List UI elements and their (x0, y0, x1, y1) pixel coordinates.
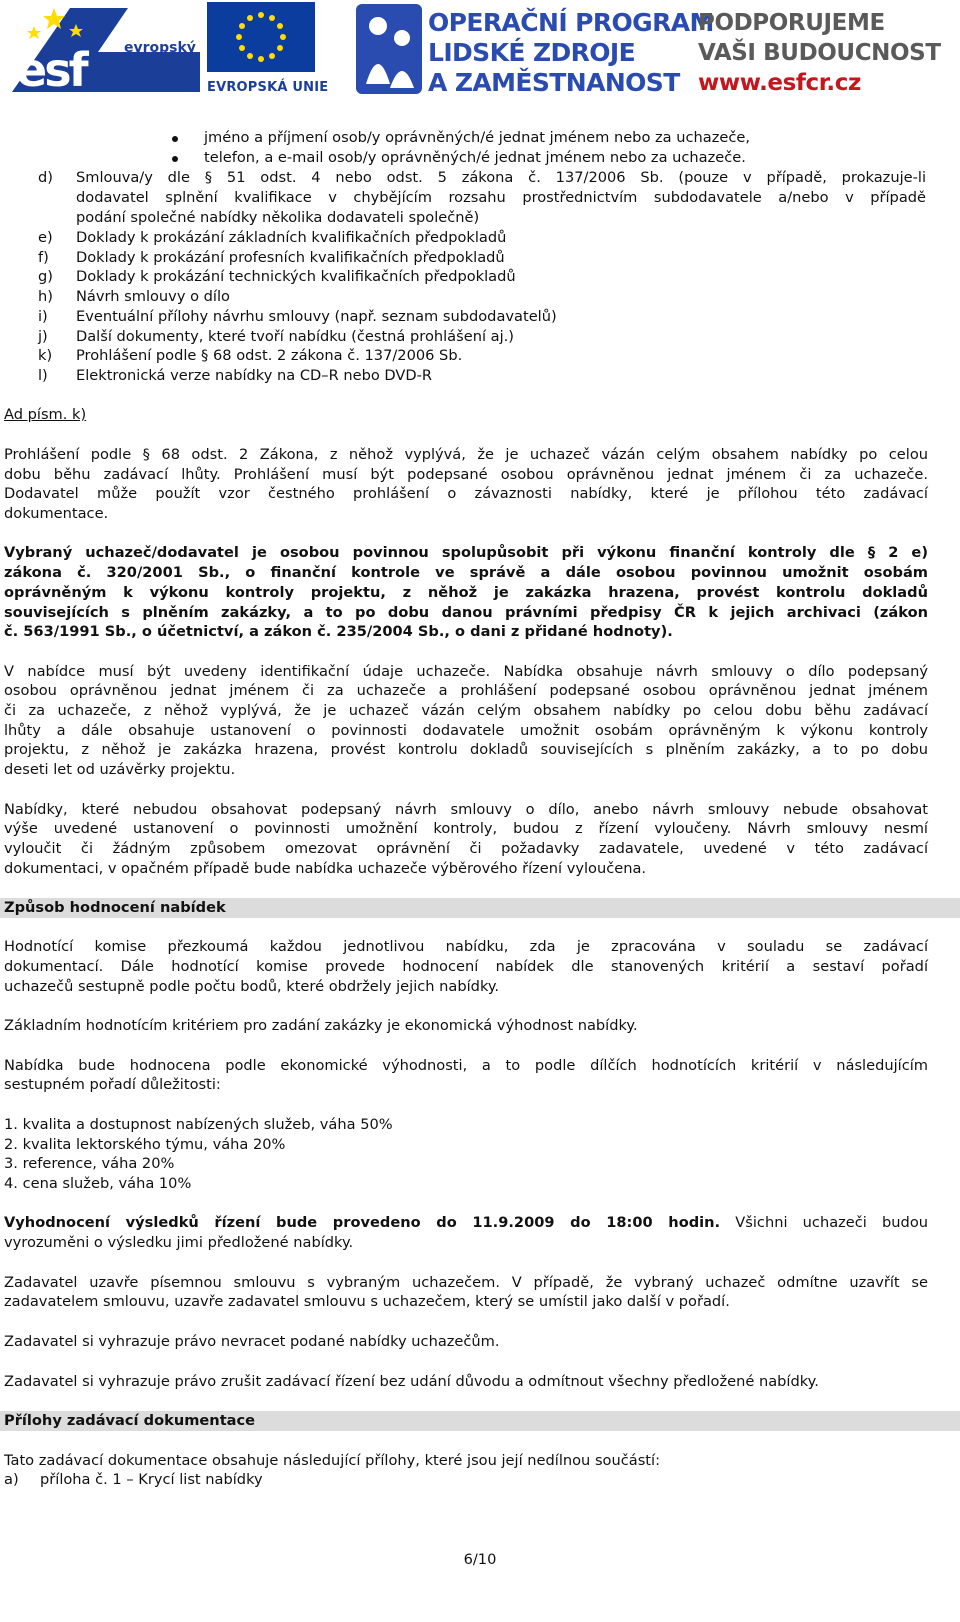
para10: Zadavatel si vyhrazuje právo nevracet podané nabídky uchazečům. (4, 1333, 500, 1350)
para8-line-2: vyrozuměni o výsledku jimi předložené nabídky. (4, 1234, 354, 1251)
op-line-3: A ZAMĚSTNANOST (428, 68, 680, 97)
section-heading-attachments: Přílohy zadávací dokumentace (0, 1411, 960, 1431)
section-heading-evaluation: Způsob hodnocení nabídek (0, 898, 960, 918)
list-label-i: i) (38, 308, 48, 325)
op-line-1: OPERAČNÍ PROGRAM (428, 8, 714, 37)
list-label-d: d) (38, 169, 53, 186)
list-item-l: Elektronická verze nabídky na CD–R nebo DVD-R (76, 367, 433, 384)
para4-line-4: dokumentaci, v opačném případě bude nabídka uchazeče výběrového řízení vyloučena. (4, 860, 647, 877)
para3-line-5: projektu, z něhož je zakázka hrazena, provést kontrolu dokladů souvisejících s plněním zakázky, a to po dobu (4, 741, 928, 758)
list-label-j: j) (38, 328, 48, 345)
list-label-l: l) (38, 367, 48, 384)
para3-line-2: osobou oprávněnou jednat jménem či za uchazeče a prohlášení podepsané osobou oprávněnou jednat jménem (4, 682, 928, 699)
para2-line-5: č. 563/1991 Sb., o účetnictví, a zákon č. 235/2004 Sb., o dani z přidané hodnoty). (4, 623, 673, 640)
op-line-2: LIDSKÉ ZDROJE (428, 38, 636, 67)
para3-line-3: či za uchazeče, z něhož vyplývá, že je uchazeč vázán celým obsahem nabídky po celou dobu běhu zadávací (4, 702, 928, 719)
esf-line-3: fond v ČR (124, 72, 192, 88)
page-number: 6/10 (463, 1551, 497, 1568)
para6: Základním hodnotícím kritériem pro zadání zakázky je ekonomická výhodnost nabídky. (4, 1017, 638, 1034)
para9-line-2: zadavatelem smlouvu, uzavře zadavatel smlouvu s uchazečem, který se umístil jako další v pořadí. (4, 1293, 730, 1310)
list-label-h: h) (38, 288, 53, 305)
list-item-d-line-2: dodavatel splnění kvalifikace v chybějícím rozsahu prostřednictvím subdodavatele a/nebo v případě (76, 189, 926, 206)
para7-line-2: sestupném pořadí důležitosti: (4, 1076, 221, 1093)
attachment-item: příloha č. 1 – Krycí list nabídky (40, 1471, 263, 1488)
eu-label: EVROPSKÁ UNIE (207, 80, 329, 95)
para2-line-1: Vybraný uchazeč/dodavatel je osobou povinnou spolupůsobit při výkonu finanční kontroly dle § 2 e) (4, 544, 928, 561)
bullet-icon (172, 156, 178, 162)
list-item-e: Doklady k prokázání základních kvalifikačních předpokladů (76, 229, 507, 246)
para9-line-1: Zadavatel uzavře písemnou smlouvu s vybraným uchazečem. V případě, že vybraný uchazeč odmítne uzavřít se (4, 1274, 928, 1291)
slogan-line-1: PODPORUJEME (698, 10, 885, 36)
para7-line-1: Nabídka bude hodnocena podle ekonomické výhodnosti, a to podle dílčích hodnotících kritérií v následujícím (4, 1057, 928, 1074)
para8-line-1 (4, 1213, 928, 1233)
para5-line-3: uchazečů sestupně podle počtu bodů, které obdržely jejich nabídky. (4, 978, 500, 995)
para5-line-2: dokumentací. Dále hodnotící komise provede hodnocení nabídek dle stanovených kritérií a sestaví pořadí (4, 958, 928, 975)
para8-bold: Vyhodnocení výsledků řízení bude provedeno do 11.9.2009 do 18:00 hodin. (4, 1214, 721, 1231)
list-item-g: Doklady k prokázání technických kvalifikačních předpokladů (76, 268, 516, 285)
para4-line-1: Nabídky, které nebudou obsahovat podepsaný návrh smlouvy o dílo, anebo návrh smlouvy nebude obsahovat (4, 801, 928, 818)
para1-line-4: dokumentace. (4, 505, 109, 522)
esf-line-2: sociální (124, 56, 177, 72)
esf-line-1: evropský (124, 40, 196, 56)
para1-line-1: Prohlášení podle § 68 odst. 2 Zákona, z něhož vyplývá, že je uchazeč vázán celým obsahem nabídky po celou (4, 446, 928, 463)
list-item-h: Návrh smlouvy o dílo (76, 288, 230, 305)
criterion-3: 3. reference, váha 20% (4, 1155, 175, 1172)
bullet-icon (172, 136, 178, 142)
para4-line-2: výše uvedené ustanovení o povinnosti umožnění kontroly, budou z řízení vyloučeny. Návrh smlouvy nesmí (4, 820, 928, 837)
list-label-e: e) (38, 229, 53, 246)
list-item-d-line-1: Smlouva/y dle § 51 odst. 4 nebo odst. 5 zákona č. 137/2006 Sb. (pouze v případě, prokazuje-li (76, 169, 926, 186)
criterion-2: 2. kvalita lektorského týmu, váha 20% (4, 1136, 286, 1153)
para3-line-4: lhůty a dále obsahuje ustanovení o povinnosti dodavatele umožnit osobám oprávněným k výkonu kontroly (4, 722, 928, 739)
para11: Zadavatel si vyhrazuje právo zrušit zadávací řízení bez udání důvodu a odmítnout všechny předložené nabídky. (4, 1373, 819, 1390)
para2-line-3: oprávněným k výkonu kontroly projektu, z něhož je zakázka hrazena, provést kontrolu dokladů (4, 584, 928, 601)
list-item-f: Doklady k prokázání profesních kvalifikačních předpokladů (76, 249, 505, 266)
list-label-k: k) (38, 347, 53, 364)
bullet-item-2: telefon, a e-mail osob/y oprávněných/é jednat jménem nebo za uchazeče. (204, 149, 746, 166)
para8-rest: Všichni uchazeči budou (720, 1214, 928, 1231)
list-item-j: Další dokumenty, které tvoří nabídku (čestná prohlášení aj.) (76, 328, 514, 345)
ad-pism-heading: Ad písm. k) (4, 406, 87, 423)
para1-line-2: dobu běhu zadávací lhůty. Prohlášení musí být podepsané osobou oprávněnou jednat jménem či za uchazeče. (4, 466, 928, 483)
criterion-4: 4. cena služeb, váha 10% (4, 1175, 192, 1192)
para12: Tato zadávací dokumentace obsahuje následující přílohy, které jsou její nedílnou součástí: (4, 1452, 660, 1469)
svg-text:esf: esf (16, 43, 86, 97)
list-item-d-line-3: podání společné nabídky několika dodavateli společně) (76, 209, 480, 226)
bullet-item-1: jméno a příjmení osob/y oprávněných/é jednat jménem nebo za uchazeče, (204, 129, 750, 146)
para4-line-3: vyloučit či žádným způsobem omezovat oprávnění či požadavky zadavatele, uvedené v této zadávací (4, 840, 928, 857)
para1-line-3: Dodavatel může použít vzor čestného prohlášení o závaznosti nabídky, které je přílohou této zadávací (4, 485, 928, 502)
list-label-f: f) (38, 249, 49, 266)
criterion-1: 1. kvalita a dostupnost nabízených služeb, váha 50% (4, 1116, 393, 1133)
list-item-k: Prohlášení podle § 68 odst. 2 zákona č. 137/2006 Sb. (76, 347, 463, 364)
list-item-i: Eventuální přílohy návrhu smlouvy (např. seznam subdodavatelů) (76, 308, 557, 325)
para5-line-1: Hodnotící komise přezkoumá každou jednotlivou nabídku, zda je zpracována v souladu se zadávací (4, 938, 928, 955)
list-label-g: g) (38, 268, 53, 285)
esf-url-link[interactable]: www.esfcr.cz (698, 70, 861, 96)
slogan-line-2: VAŠI BUDOUCNOST (698, 40, 941, 66)
para3-line-6: deseti let od uzávěrky projektu. (4, 761, 236, 778)
para3-line-1: V nabídce musí být uvedeny identifikační údaje uchazeče. Nabídka obsahuje návrh smlouvy o dílo podepsaný (4, 663, 928, 680)
attachment-label: a) (4, 1471, 19, 1488)
para2-line-2: zákona č. 320/2001 Sb., o finanční kontrole ve správě a dále osobou povinnou umožnit osobám (4, 564, 928, 581)
para2-line-4: souvisejících s plněním zakázky, a to po dobu danou právními předpisy ČR k jejich archivaci (zákon (4, 604, 928, 621)
